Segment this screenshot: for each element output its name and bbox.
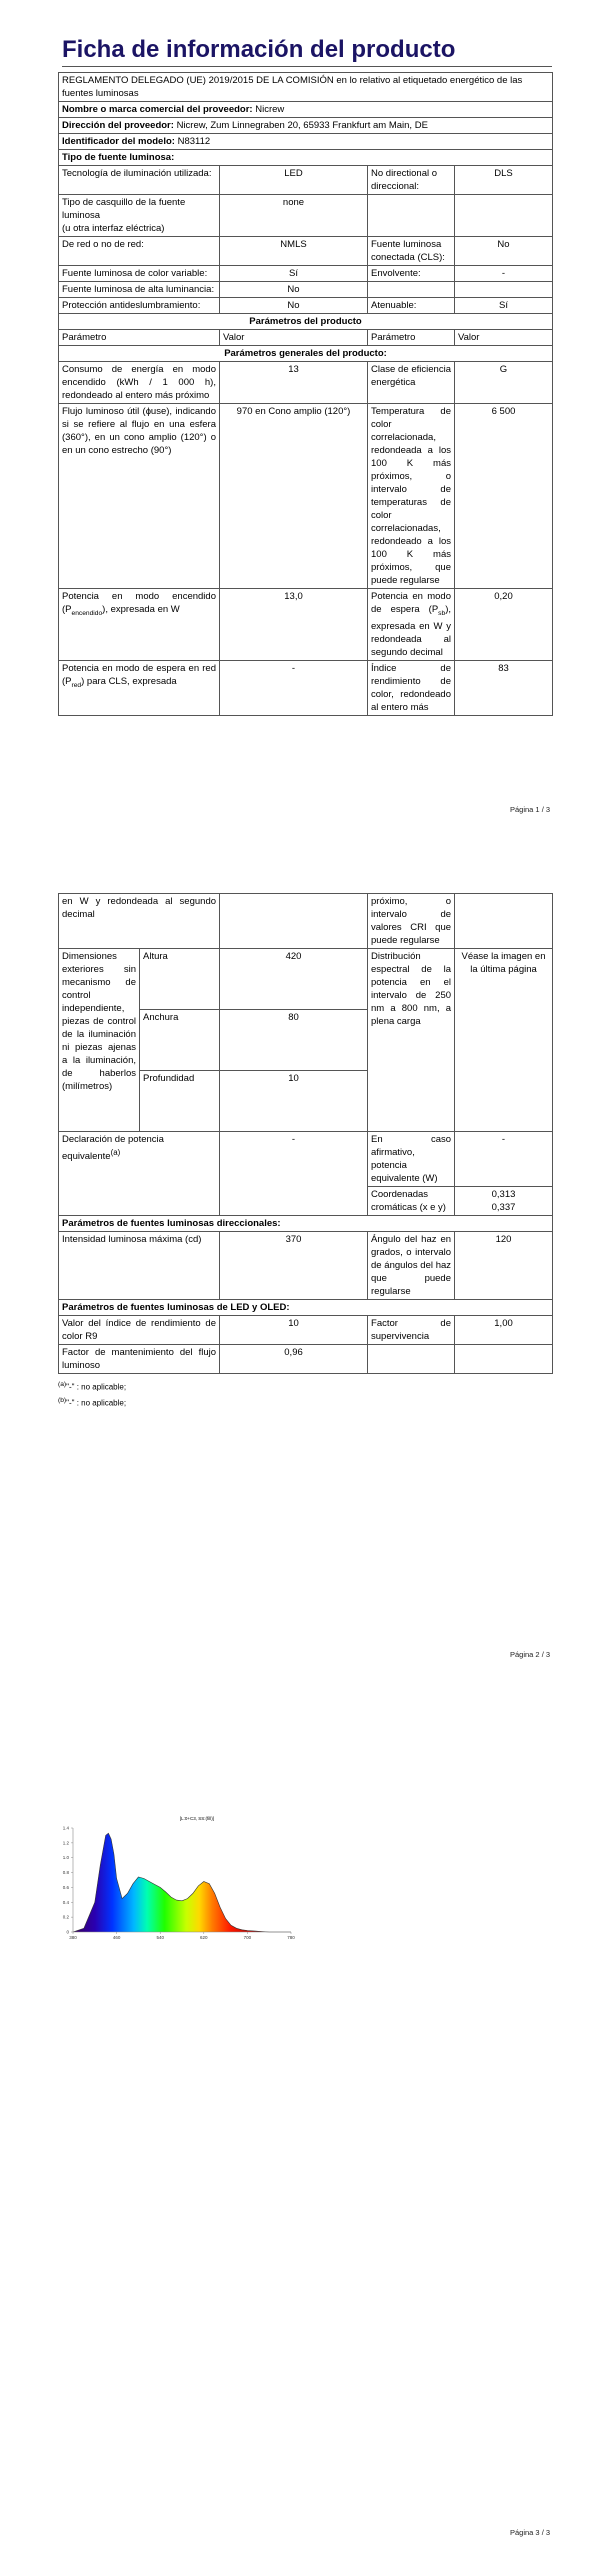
column-header-row <box>59 330 553 346</box>
general-row <box>59 362 553 404</box>
param-value <box>455 282 553 298</box>
param-label: En caso afirmativo, potencia equivalente (W) <box>368 1132 455 1187</box>
info-table-page-2 <box>58 893 553 1374</box>
x-tick-label: 620 <box>200 1935 208 1940</box>
param-value: NMLS <box>220 237 368 266</box>
dimension-name: Anchura <box>140 1010 220 1071</box>
param-label: Atenuable: <box>368 298 455 314</box>
y-tick-label: 0.2 <box>62 1914 69 1920</box>
general-row <box>59 589 553 661</box>
y-axis <box>63 1826 73 1935</box>
section-header <box>59 1216 553 1232</box>
param-value: - <box>455 1132 553 1187</box>
param-label: ), expresada en W <box>102 604 180 615</box>
page-number: Página 2 / 3 <box>510 1650 551 1659</box>
spectrum-area <box>73 1833 291 1932</box>
supplier-row <box>59 102 553 118</box>
param-value: 13,0 <box>220 589 368 661</box>
param-value <box>455 1345 553 1374</box>
param-value: Sí <box>455 298 553 314</box>
x-tick-label: 460 <box>112 1935 121 1940</box>
param-value: - <box>220 1132 368 1216</box>
dimension-value: 420 <box>220 949 368 1010</box>
y-tick-label: 1.0 <box>62 1855 69 1861</box>
param-label: Índice de rendimiento de color, redondeado al entero más <box>368 660 455 715</box>
param-label <box>368 282 455 298</box>
param-label: Fuente luminosa de alta luminancia: <box>59 282 220 298</box>
dimension-value: 80 <box>220 1010 368 1071</box>
param-label: Tecnología de iluminación utilizada: <box>59 166 220 195</box>
dimension-row <box>59 949 553 1010</box>
param-value: 0,96 <box>220 1345 368 1374</box>
continued-row <box>59 894 553 949</box>
y-tick-label: 0 <box>66 1929 69 1935</box>
param-subscript: sb <box>438 609 446 617</box>
section-header <box>59 314 553 330</box>
source-type-label: Tipo de fuente luminosa: <box>59 150 553 166</box>
general-title: Parámetros generales del producto: <box>59 346 553 362</box>
column-header: Parámetro <box>368 330 455 346</box>
chart-title: [L:0+C3, SS:(fill)] <box>179 1816 215 1821</box>
param-label: Valor del índice de rendimiento de color R9 <box>59 1316 220 1345</box>
param-label: Temperatura de color correlacionada, redondeada a los 100 K más próximos, o intervalo de temperaturas de color correlacionadas, redondeado a los 100 K más próximos, que puede regularse <box>368 404 455 589</box>
param-label: próximo, o intervalo de valores CRI que puede regularse <box>368 894 455 949</box>
type-row <box>59 282 553 298</box>
page-number: Página 1 / 3 <box>510 805 551 814</box>
x-axis <box>69 1932 295 1940</box>
param-label <box>368 1345 455 1374</box>
regulation-text: REGLAMENTO DELEGADO (UE) 2019/2015 DE LA COMISIÓN en lo relativo al etiquetado energético de las fuentes luminosas <box>59 73 553 102</box>
y-tick-label: 0.6 <box>62 1884 69 1890</box>
param-value: No <box>455 237 553 266</box>
section-header <box>59 1300 553 1316</box>
dimensions-label: Dimensiones exteriores sin mecanismo de control independiente, piezas de control de la iluminación ni piezas ajenas a la iluminación, de haberlos (milímetros) <box>59 949 140 1132</box>
param-label: Coordenadas cromáticas (x e y) <box>368 1187 455 1216</box>
param-value <box>455 195 553 237</box>
param-label: Potencia en modo encendido (P <box>62 591 216 615</box>
type-row <box>59 237 553 266</box>
x-tick-label: 700 <box>243 1935 252 1940</box>
footnote-text: "-" : no aplicable; <box>66 1382 127 1392</box>
param-value: 13 <box>220 362 368 404</box>
regulation-row <box>59 73 553 102</box>
param-label: Flujo luminoso útil (ɸuse), indicando si se refiere al flujo en una esfera (360°), en un cono amplio (120°) o en un cono estrecho (90°) <box>59 404 220 589</box>
param-value: G <box>455 362 553 404</box>
y-tick-label: 0.8 <box>62 1870 69 1876</box>
param-value: 370 <box>220 1232 368 1300</box>
param-label: Clase de eficiencia energética <box>368 362 455 404</box>
param-label: De red o no de red: <box>59 237 220 266</box>
coord-x-value: 0,313 <box>491 1189 516 1200</box>
param-value: No <box>220 298 368 314</box>
param-value: DLS <box>455 166 553 195</box>
y-tick-label: 1.2 <box>62 1840 69 1846</box>
type-row <box>59 298 553 314</box>
param-value: 970 en Cono amplio (120°) <box>220 404 368 589</box>
address-value: Nicrew, Zum Linnegraben 20, 65933 Frankfurt am Main, DE <box>176 120 428 131</box>
directional-row <box>59 1232 553 1300</box>
param-label: Tipo de casquillo de la fuente luminosa <box>62 197 186 221</box>
param-label: Potencia en modo de espera (P <box>371 591 451 615</box>
general-row <box>59 404 553 589</box>
param-value: 120 <box>455 1232 553 1300</box>
supplier-value: Nicrew <box>255 104 285 115</box>
supplier-label: Nombre o marca comercial del proveedor: <box>62 104 253 115</box>
param-value: Sí <box>220 266 368 282</box>
distribution-value: Véase la imagen en la última página <box>455 949 553 1132</box>
declared-row <box>59 1132 553 1187</box>
model-value: N83112 <box>177 136 211 147</box>
y-tick-label: 1.4 <box>62 1825 69 1831</box>
param-value: - <box>220 660 368 715</box>
section-header <box>59 346 553 362</box>
model-label: Identificador del modelo: <box>62 136 175 147</box>
param-label: Factor de mantenimiento del flujo luminoso <box>59 1345 220 1374</box>
param-value: No <box>220 282 368 298</box>
param-label: Envolvente: <box>368 266 455 282</box>
param-subscript: encendido <box>71 609 103 617</box>
param-label: Consumo de energía en modo encendido (kWh / 1 000 h), redondeado al entero más próximo <box>59 362 220 404</box>
footnote <box>58 1394 126 1410</box>
dimension-name: Profundidad <box>140 1071 220 1132</box>
address-row <box>59 118 553 134</box>
param-value: 6 500 <box>455 404 553 589</box>
param-label: Protección antideslumbramiento: <box>59 298 220 314</box>
x-tick-label: 380 <box>69 1935 77 1940</box>
param-value: 0,20 <box>455 589 553 661</box>
led-row <box>59 1316 553 1345</box>
page-title: Ficha de información del producto <box>62 36 552 67</box>
spectrum-chart <box>55 1810 305 1950</box>
param-label: Fuente luminosa de color variable: <box>59 266 220 282</box>
general-row <box>59 660 553 715</box>
type-row <box>59 266 553 282</box>
param-value: 83 <box>455 660 553 715</box>
param-label: ), expresada en W y redondeada al segundo decimal <box>371 604 451 658</box>
param-label <box>368 195 455 237</box>
footnote-mark: (a) <box>58 1381 67 1388</box>
type-row <box>59 195 553 237</box>
param-value: - <box>455 266 553 282</box>
param-value: 10 <box>220 1316 368 1345</box>
led-row <box>59 1345 553 1374</box>
footnote-mark: (b) <box>58 1396 67 1404</box>
source-type-row <box>59 150 553 166</box>
dimension-value: 10 <box>220 1071 368 1132</box>
param-label: Declaración de potencia equivalente <box>62 1134 164 1163</box>
param-label: Intensidad luminosa máxima (cd) <box>59 1232 220 1300</box>
model-row <box>59 134 553 150</box>
coord-y-value: 0,337 <box>491 1202 516 1213</box>
footnotes <box>58 1378 126 1409</box>
column-header: Valor <box>455 330 553 346</box>
column-header: Valor <box>220 330 368 346</box>
param-label: en W y redondeada al segundo decimal <box>59 894 220 949</box>
y-tick-label: 0.4 <box>62 1899 69 1905</box>
led-title: Parámetros de fuentes luminosas de LED y OLED: <box>59 1300 553 1316</box>
param-label: ) para CLS, expresada <box>81 675 177 687</box>
param-label: No directional o direccional: <box>368 166 455 195</box>
params-title: Parámetros del producto <box>59 314 553 330</box>
column-header: Parámetro <box>59 330 220 346</box>
directional-title: Parámetros de fuentes luminosas direccionales: <box>59 1216 553 1232</box>
param-label-note: (u otra interfaz eléctrica) <box>62 223 165 234</box>
param-subscript: red <box>71 681 82 689</box>
page-number: Página 3 / 3 <box>510 2528 551 2537</box>
info-table-page-1 <box>58 72 553 716</box>
footnote-ref: (a) <box>110 1148 121 1157</box>
footnote-text: "-" : no aplicable; <box>66 1398 127 1408</box>
param-label: Fuente luminosa conectada (CLS): <box>368 237 455 266</box>
x-tick-label: 540 <box>156 1935 164 1940</box>
param-label: Potencia en modo de espera en red (P <box>62 662 216 687</box>
distribution-label: Distribución espectral de la potencia en el intervalo de 250 nm a 800 nm, a plena carga <box>368 949 455 1132</box>
type-row <box>59 166 553 195</box>
address-label: Dirección del proveedor: <box>62 120 174 131</box>
param-label: Ángulo del haz en grados, o intervalo de ángulos del haz que puede regularse <box>368 1232 455 1300</box>
param-label: Factor de supervivencia <box>368 1316 455 1345</box>
param-value: 1,00 <box>455 1316 553 1345</box>
dimension-name: Altura <box>140 949 220 1010</box>
x-tick-label: 780 <box>287 1935 295 1940</box>
param-value: none <box>220 195 368 237</box>
param-value: LED <box>220 166 368 195</box>
footnote <box>58 1378 126 1394</box>
